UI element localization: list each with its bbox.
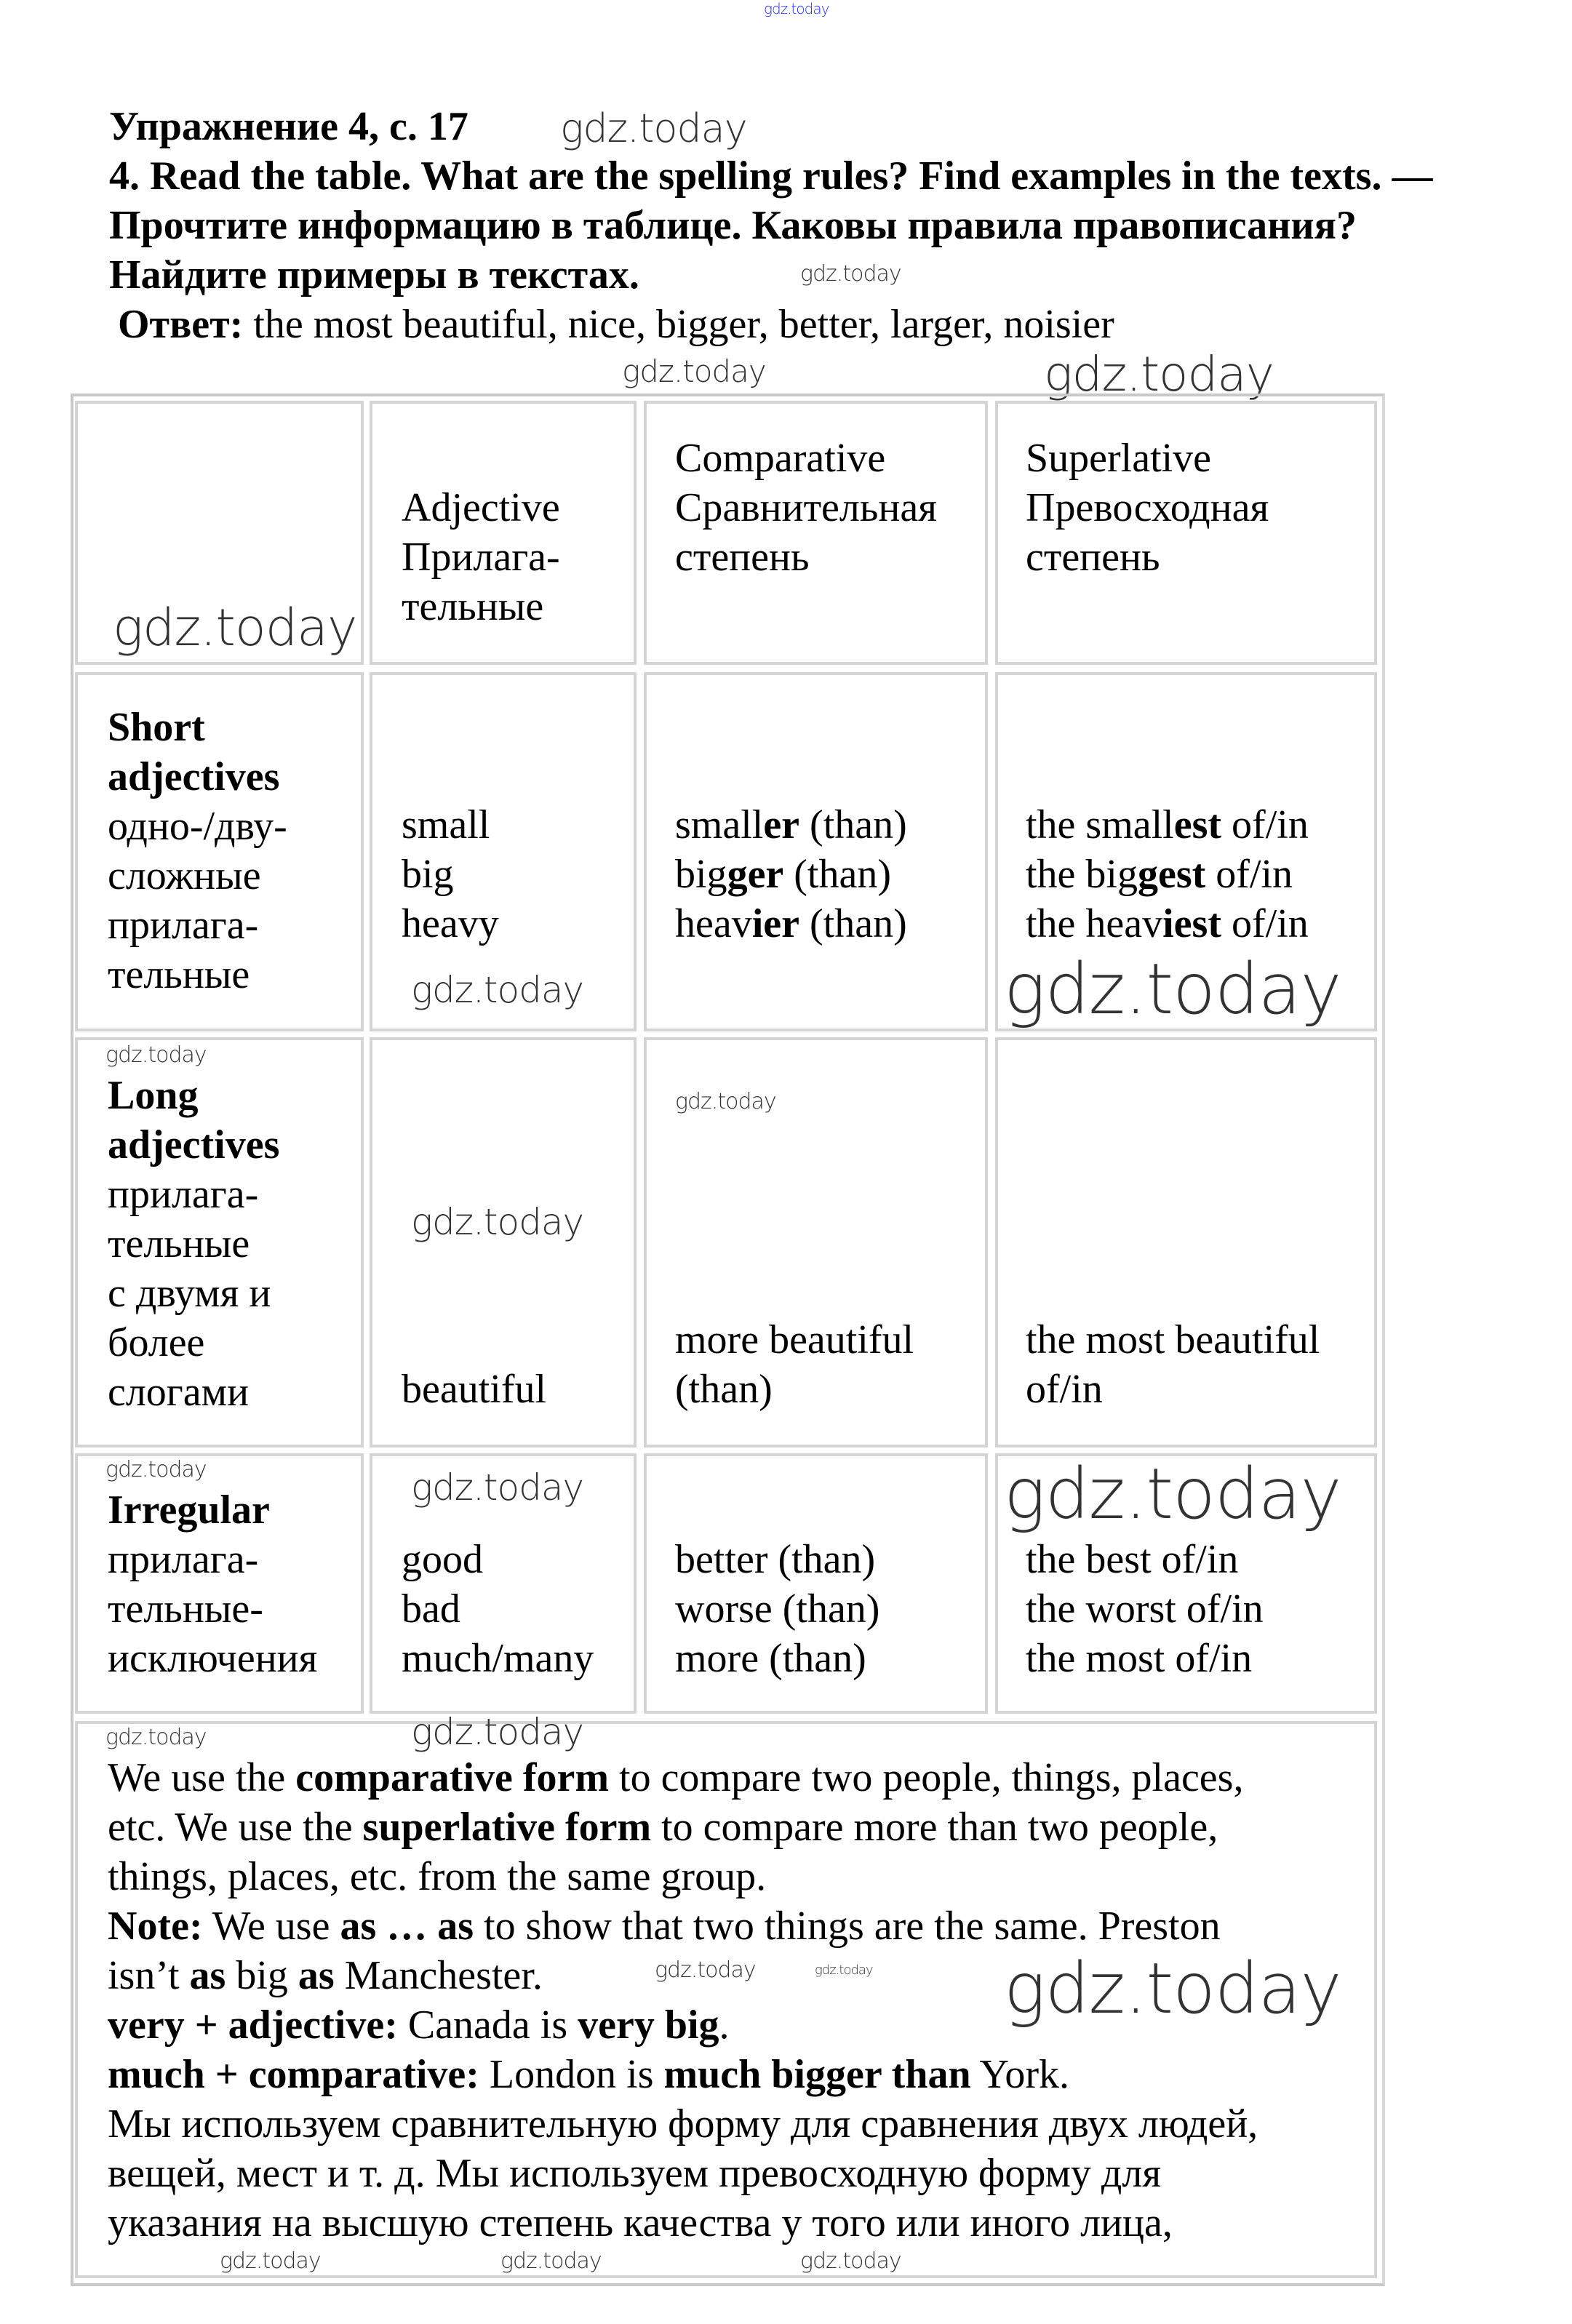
watermark: gdz.today (105, 1725, 207, 1750)
bold-text: much + comparative: (108, 2052, 479, 2097)
watermark: gdz.today (560, 105, 747, 151)
row-label-title: Long (108, 1073, 199, 1118)
text: . (719, 2002, 730, 2048)
task-russian-1: Прочтите информацию в таблице. Каковы правила правописания? (109, 203, 1357, 248)
header-line: Сравнительная (675, 485, 937, 530)
bold-text: ger (727, 852, 784, 897)
task-russian-2: Найдите примеры в текстах. (109, 252, 639, 298)
row-label-description: тельные- (108, 1586, 263, 1632)
text: указания на высшую степень качества у того или иного лица, (108, 2200, 1173, 2245)
watermark: gdz.today (105, 1042, 207, 1068)
watermark: gdz.today (1004, 949, 1341, 1030)
comparative-form (675, 1634, 879, 1683)
text: We use the (108, 1755, 296, 1800)
task-english: 4. Read the table. What are the spelling rules? Find examples in the texts. — (109, 153, 1433, 199)
text: the small (1026, 802, 1174, 847)
row-label-description: одно-/дву- (108, 804, 287, 849)
text: bad (402, 1586, 460, 1632)
header-line: степень (675, 535, 810, 580)
bold-text: much bigger than (663, 2052, 971, 2097)
text: heav (675, 901, 752, 946)
watermark: gdz.today (800, 261, 901, 287)
superlative-form (1026, 1315, 1320, 1365)
row-label-description: прилага- (108, 1172, 259, 1217)
text: to show that two things are the same. Preston (474, 1904, 1221, 1949)
watermark: gdz.today (675, 1089, 776, 1114)
watermark: gdz.today (411, 1466, 584, 1509)
bold-text: iest (1162, 901, 1221, 946)
row-label-description: слогами (108, 1370, 250, 1415)
superlative-form (1026, 1584, 1264, 1634)
text: the worst of/in (1026, 1586, 1264, 1632)
watermark: gdz.today (411, 969, 584, 1011)
watermark: gdz.today (800, 2248, 901, 2274)
adjective-form (402, 1365, 546, 1414)
comparative-form (675, 850, 907, 899)
watermark: gdz.today (500, 2248, 602, 2274)
bold-text: as (189, 1953, 226, 1998)
note-line (108, 1753, 1258, 1802)
header-adjective (402, 483, 560, 631)
adjective-form (402, 850, 499, 899)
row-label-description: прилага- (108, 1537, 259, 1582)
watermark: gdz.today (105, 1457, 207, 1482)
row-label-description: тельные (108, 952, 250, 997)
text: the most beautiful (1026, 1317, 1320, 1362)
row-label-title: Irregular (108, 1488, 270, 1533)
watermark: gdz.today (764, 0, 829, 17)
text: (than) (799, 802, 907, 847)
row-long-comparative (675, 1315, 914, 1414)
text: to compare more than two people, (651, 1805, 1218, 1850)
text: Мы используем сравнительную форму для сравнения двух людей, (108, 2101, 1258, 2147)
superlative-form (1026, 850, 1309, 899)
text: the best of/in (1026, 1537, 1239, 1582)
watermark: gdz.today (655, 1957, 756, 1983)
superlative-form (1026, 800, 1309, 850)
watermark: gdz.today (815, 1962, 873, 1978)
note-line (108, 1802, 1258, 1852)
row-long-adjective (402, 1365, 546, 1414)
header-line: тельные (402, 584, 544, 629)
adjective-form (402, 800, 499, 850)
text: вещей, мест и т. д. Мы используем превосходную форму для (108, 2151, 1162, 2196)
watermark: gdz.today (113, 598, 357, 658)
text: of/in (1221, 901, 1309, 946)
answer (118, 300, 1114, 349)
answer-label: Ответ: (118, 302, 244, 347)
comparative-form (675, 800, 907, 850)
bold-text: Note: (108, 1904, 203, 1949)
note-line (108, 2149, 1258, 2198)
text: better (than) (675, 1537, 876, 1582)
watermark: gdz.today (622, 354, 766, 389)
adjective-form (402, 899, 499, 949)
text: of/in (1221, 802, 1309, 847)
text: big (675, 852, 727, 897)
text: big (402, 852, 454, 897)
row-short-adjective (402, 800, 499, 949)
row-label-short (108, 703, 287, 999)
bold-text: ier (751, 901, 799, 946)
comparative-form (675, 1535, 879, 1584)
text: more (than) (675, 1636, 866, 1681)
adjective-form (402, 1584, 594, 1634)
row-irregular-superlative (1026, 1535, 1264, 1683)
bold-text: very + adjective: (108, 2002, 398, 2048)
header-line: степень (1026, 535, 1160, 580)
watermark: gdz.today (411, 1201, 584, 1243)
text: more beautiful (675, 1317, 914, 1362)
comparative-form (675, 1584, 879, 1634)
row-label-description: исключения (108, 1636, 318, 1681)
text: small (402, 802, 490, 847)
adjective-form (402, 1634, 594, 1683)
note-line (108, 2198, 1258, 2248)
row-label-description: прилага- (108, 903, 259, 948)
header-line: Comparative (675, 436, 886, 481)
bold-text: comparative form (295, 1755, 610, 1800)
bold-text: gest (1137, 852, 1206, 897)
answer-text: the most beautiful, nice, bigger, better, larger, noisier (243, 302, 1114, 347)
bold-text: as … as (340, 1904, 474, 1949)
text: the heav (1026, 901, 1163, 946)
row-label-description: сложные (108, 853, 261, 898)
text: isn’t (108, 1953, 190, 1998)
bold-text: as (298, 1953, 335, 1998)
comparative-form (675, 899, 907, 949)
text: good (402, 1537, 483, 1582)
row-short-comparative (675, 800, 907, 949)
text: (than) (783, 852, 891, 897)
bold-text: very big (578, 2002, 719, 2048)
header-line: Прилага- (402, 535, 560, 580)
text: small (675, 802, 764, 847)
header-line: Adjective (402, 485, 560, 530)
header-line: Superlative (1026, 436, 1212, 481)
comparative-form (675, 1365, 914, 1414)
text: heavy (402, 901, 499, 946)
text: things, places, etc. from the same group. (108, 1854, 767, 1899)
text: to compare two people, things, places, (609, 1755, 1244, 1800)
text: Manchester. (334, 1953, 543, 1998)
text: We use (202, 1904, 340, 1949)
text: London is (479, 2052, 664, 2097)
watermark: gdz.today (411, 1711, 584, 1753)
bold-text: superlative form (362, 1805, 652, 1850)
row-label-long (108, 1071, 279, 1417)
watermark: gdz.today (1004, 1948, 1341, 2029)
text: big (226, 1953, 298, 1998)
text: beautiful (402, 1367, 547, 1412)
exercise-title: Упражнение 4, с. 17 (109, 104, 468, 149)
superlative-form (1026, 899, 1309, 949)
header-line: Превосходная (1026, 485, 1269, 530)
watermark: gdz.today (1004, 1453, 1341, 1535)
text: worse (than) (675, 1586, 880, 1632)
note-line (108, 1852, 1258, 1901)
header-comparative (675, 434, 937, 582)
note-line (108, 2050, 1258, 2099)
superlative-form (1026, 1634, 1264, 1683)
bold-text: est (1173, 802, 1222, 847)
row-label-title: Short (108, 705, 205, 750)
text: the big (1026, 852, 1138, 897)
watermark: gdz.today (1044, 346, 1274, 402)
text: of/in (1205, 852, 1293, 897)
row-label-description: более (108, 1320, 205, 1365)
superlative-form (1026, 1365, 1320, 1414)
row-label-description: с двумя и (108, 1271, 271, 1316)
row-long-superlative (1026, 1315, 1320, 1414)
text: of/in (1026, 1367, 1103, 1412)
row-label-irregular (108, 1485, 317, 1683)
watermark: gdz.today (220, 2248, 321, 2274)
comparative-form (675, 1315, 914, 1365)
text: much/many (402, 1636, 594, 1681)
text: (than) (675, 1367, 773, 1412)
row-irregular-adjective (402, 1535, 594, 1683)
text: etc. We use the (108, 1805, 363, 1850)
text: the most of/in (1026, 1636, 1253, 1681)
row-label-description: тельные (108, 1221, 250, 1266)
row-short-superlative (1026, 800, 1309, 949)
header-superlative (1026, 434, 1269, 582)
text: York. (970, 2052, 1070, 2097)
row-irregular-comparative (675, 1535, 879, 1683)
note-line (108, 2099, 1258, 2149)
bold-text: er (763, 802, 800, 847)
text: Canada is (397, 2002, 578, 2048)
row-label-title: adjectives (108, 1122, 280, 1167)
note-line (108, 1901, 1258, 1951)
row-label-title: adjectives (108, 754, 280, 799)
text: (than) (799, 901, 907, 946)
adjective-form (402, 1535, 594, 1584)
superlative-form (1026, 1535, 1264, 1584)
